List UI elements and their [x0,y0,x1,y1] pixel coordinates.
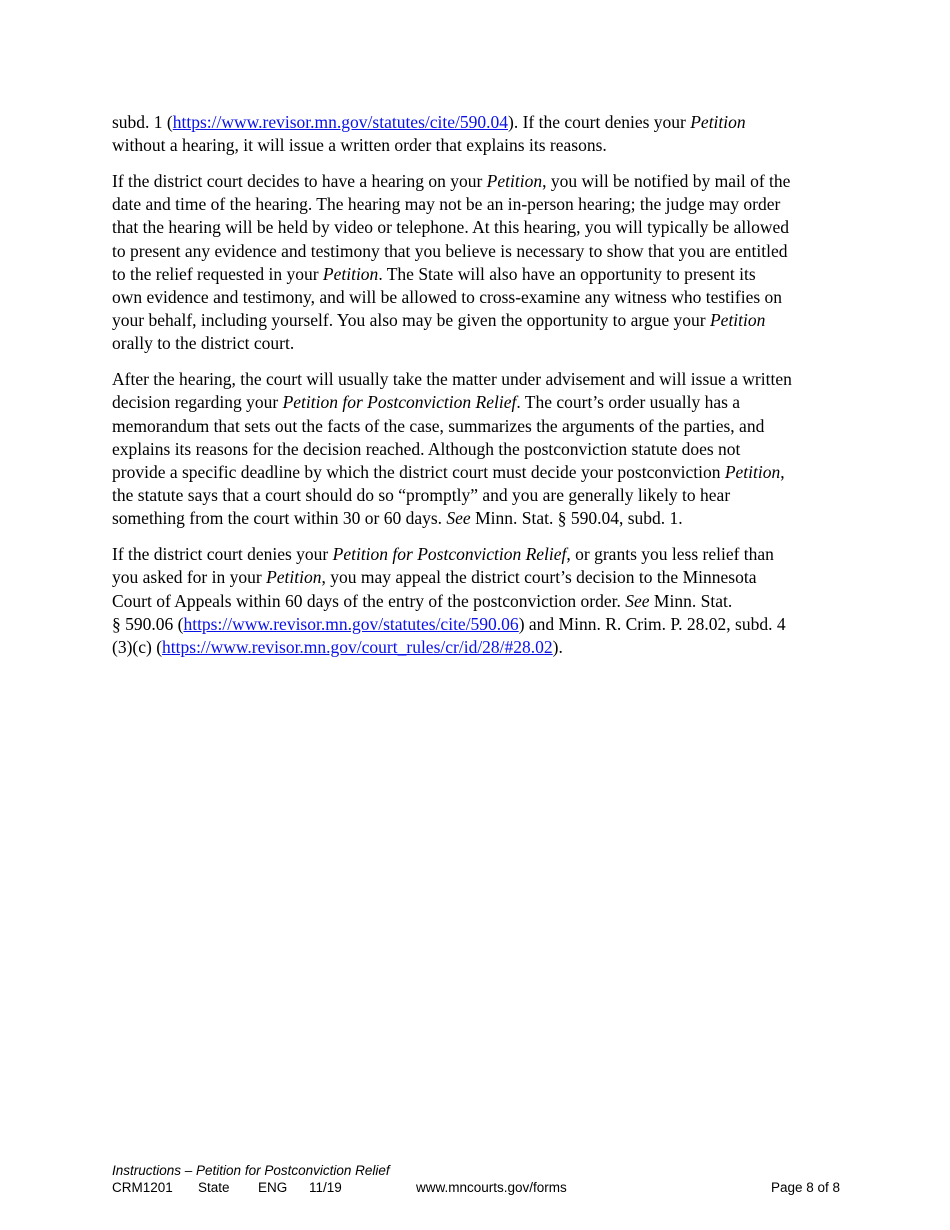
footer-meta-row [112,1179,840,1196]
text-line: date and time of the hearing. The hearing may not be an in-person hearing; the judge may order [112,194,781,215]
paragraph-after-hearing [112,368,842,530]
text-line: provide a specific deadline by which the district court must decide your postconviction Petition, [112,462,785,483]
footer-page-number: Page 8 of 8 [770,1180,840,1195]
text-line: that the hearing will be held by video or telephone. At this hearing, you will typically be allowed [112,217,789,238]
text-line: something from the court within 30 or 60 days. See Minn. Stat. § 590.04, subd. 1. [112,508,683,529]
text-line: decision regarding your Petition for Postconviction Relief. The court’s order usually has a [112,392,741,413]
footer-jurisdiction: State [198,1180,230,1195]
text-line: explains its reasons for the decision reached. Although the postconviction statute does not [112,438,741,459]
footer-language: ENG [258,1180,288,1195]
text-line: After the hearing, the court will usually take the matter under advisement and will issue a written [112,369,792,390]
paragraph-hearing-notice [112,170,842,356]
footer-revision-date: 11/19 [309,1180,342,1195]
text-line: If the district court denies your Petition for Postconviction Relief, or grants you less relief than [112,544,774,565]
statute-590-04-link[interactable]: https://www.revisor.mn.gov/statutes/cite/590.04 [172,112,508,132]
text-line: memorandum that sets out the facts of the case, summarizes the arguments of the parties, and [112,415,765,436]
text-line: your behalf, including yourself. You also may be given the opportunity to argue your Petition [112,310,766,331]
text-line: without a hearing, it will issue a written order that explains its reasons. [112,135,607,156]
text-line: Court of Appeals within 60 days of the entry of the postconviction order. See Minn. Stat. [112,590,733,611]
text-line: own evidence and testimony, and will be allowed to cross-examine any witness who testifies on [112,287,783,308]
text-line: to the relief requested in your Petition. The State will also have an opportunity to present its [112,263,756,284]
court-rule-28-02-link[interactable]: https://www.revisor.mn.gov/court_rules/cr/id/28/#28.02 [162,637,553,658]
footer-website: www.mncourts.gov/forms [416,1180,567,1195]
paragraph-appeal [112,543,842,659]
footer-document-title: Instructions – Petition for Postconviction Relief [112,1163,390,1178]
text-line: subd. 1 (https://www.revisor.mn.gov/statutes/cite/590.04). If the court denies your Petition [112,112,746,132]
text-line: to present any evidence and testimony that you believe is necessary to show that you are entitled [112,240,788,261]
text-line: (3)(c) (https://www.revisor.mn.gov/court_rules/cr/id/28/#28.02). [112,637,563,658]
document-body [112,111,842,672]
page-footer [112,1162,840,1196]
text-line: the statute says that a court should do so “promptly” and you are generally likely to hear [112,485,731,506]
text-line: orally to the district court. [112,333,295,354]
footer-form-code: CRM1201 [112,1180,173,1195]
statute-590-06-link[interactable]: https://www.revisor.mn.gov/statutes/cite/590.06 [183,613,519,634]
text-line: If the district court decides to have a hearing on your Petition, you will be notified by mail of the [112,171,791,191]
text-line: you asked for in your Petition, you may appeal the district court’s decision to the Minnesota [112,567,757,588]
paragraph-hearing-denial [112,111,842,157]
text-line: § 590.06 (https://www.revisor.mn.gov/statutes/cite/590.06) and Minn. R. Crim. P. 28.02, subd. 4 [112,613,786,634]
